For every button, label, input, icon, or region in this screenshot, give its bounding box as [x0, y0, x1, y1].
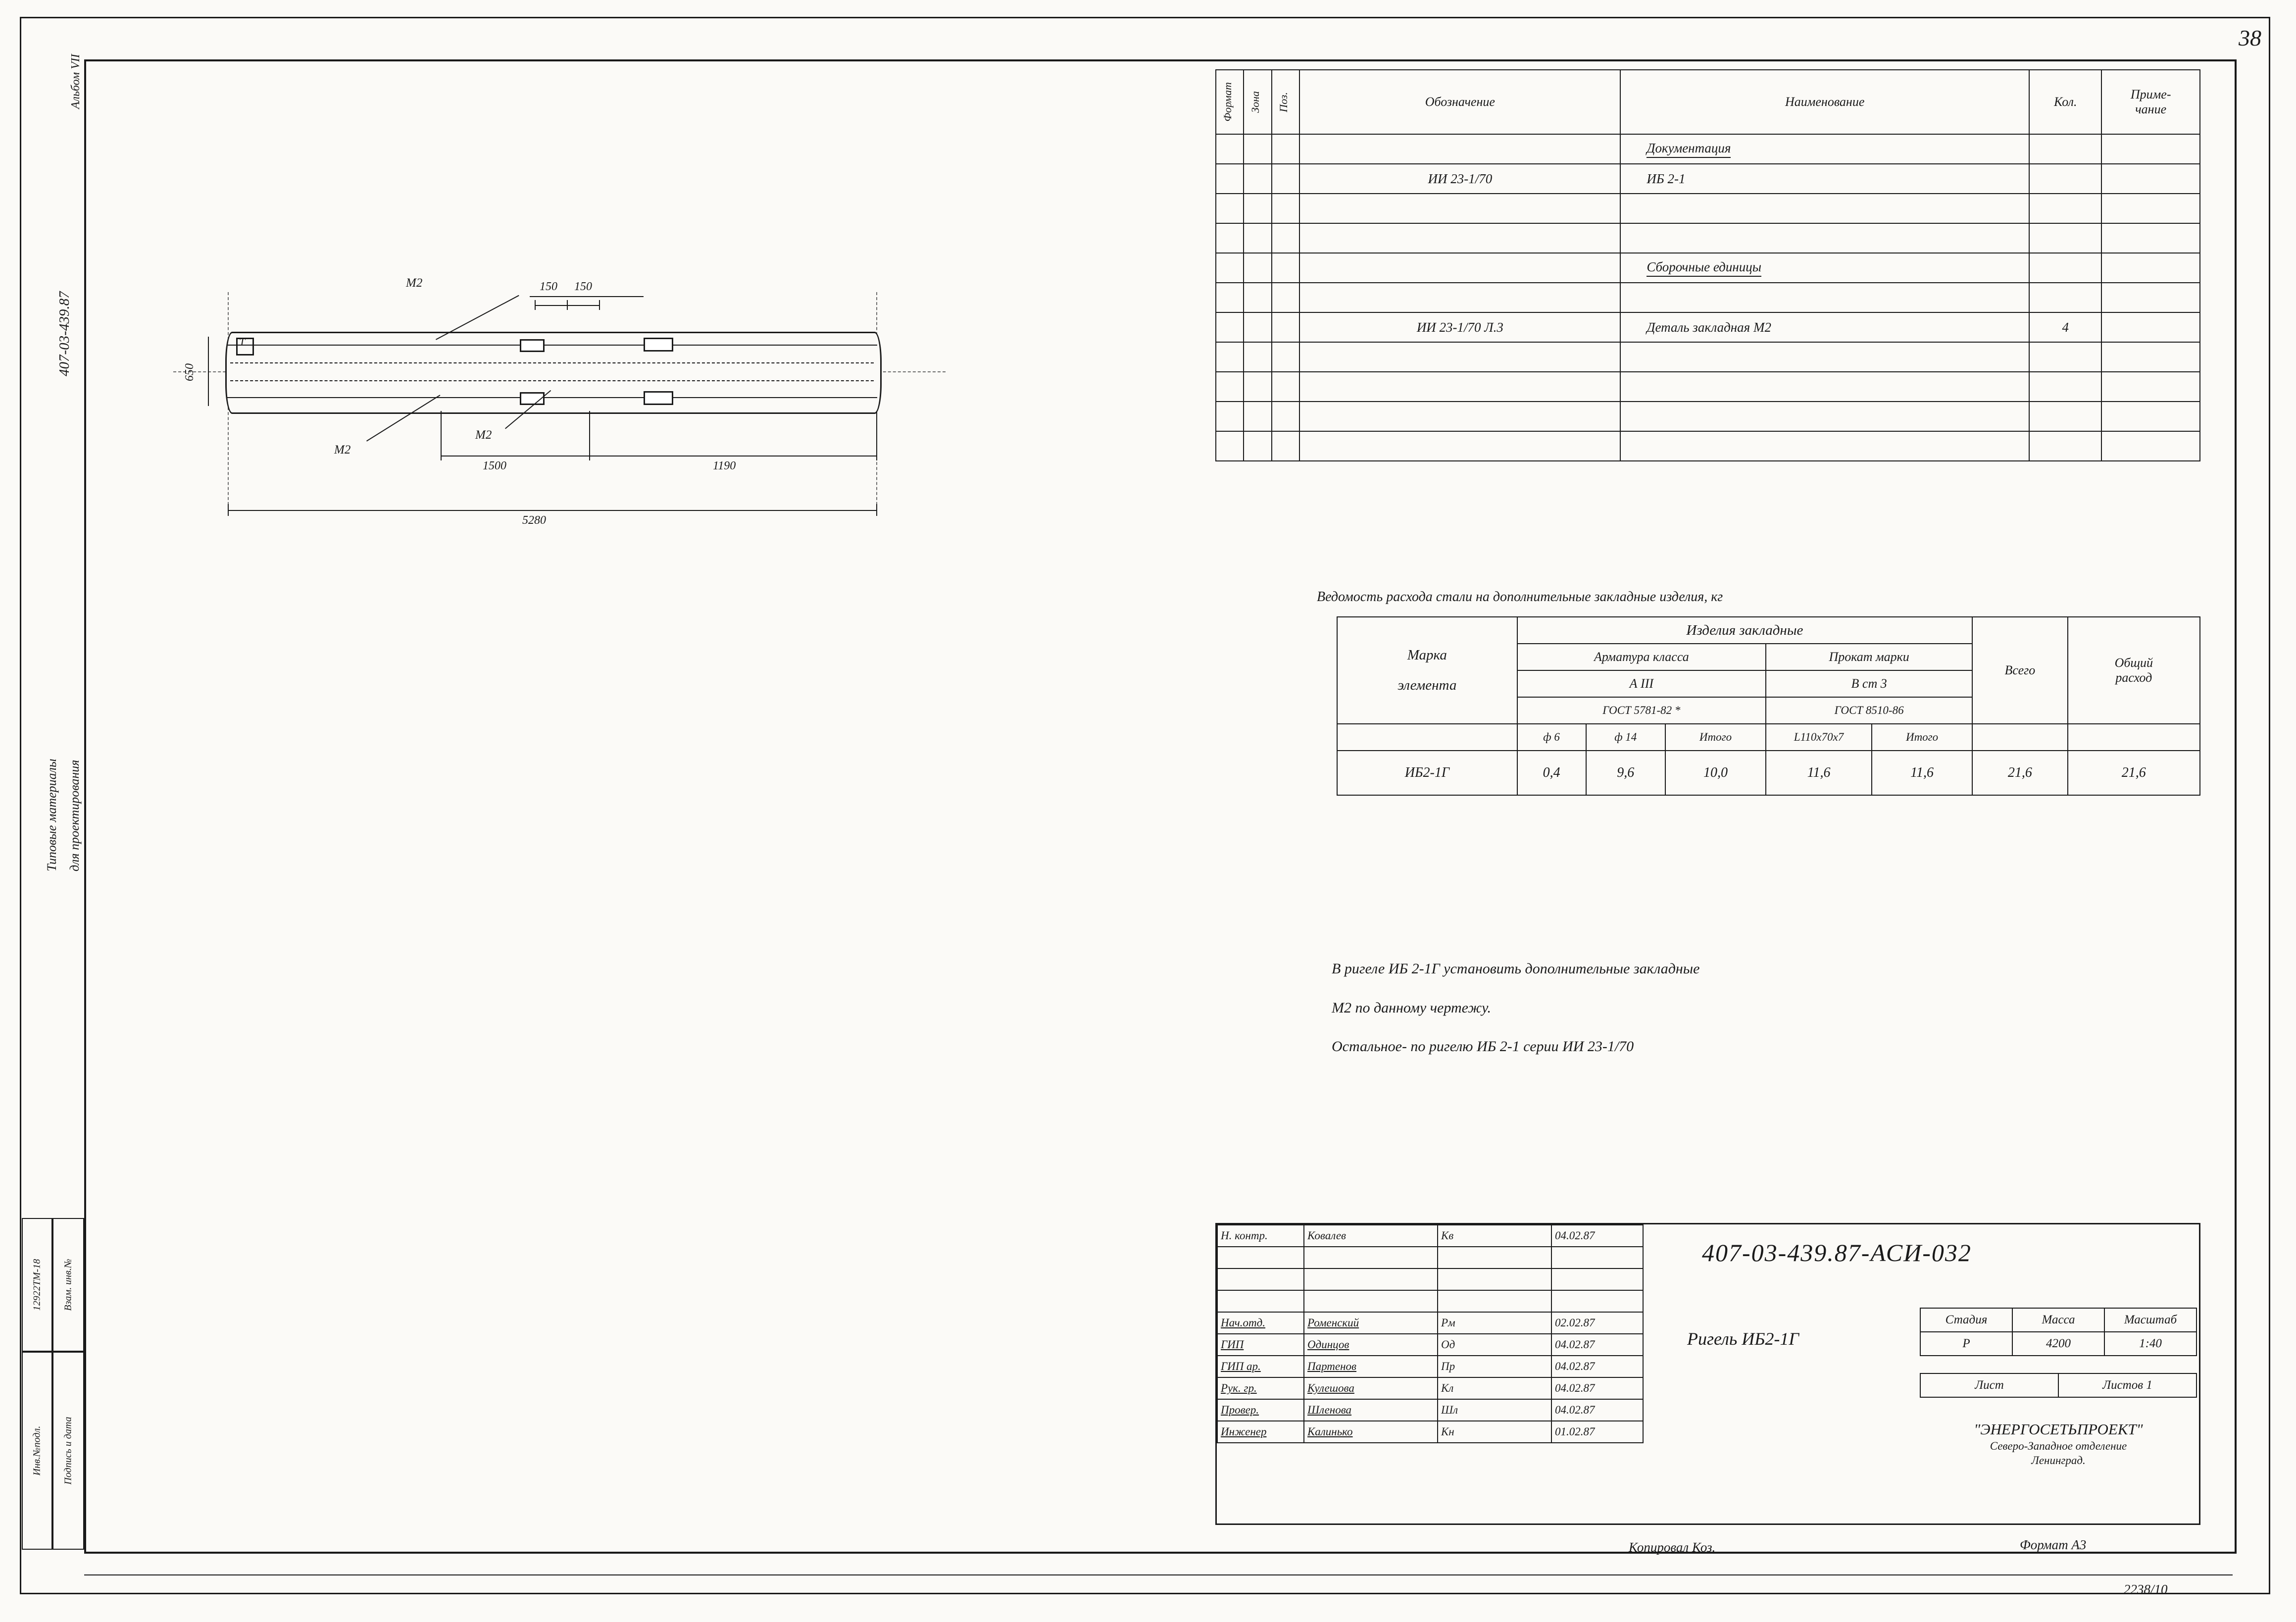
- table-row: [1337, 617, 2200, 644]
- stamp-box-sign: [52, 1352, 84, 1550]
- dim-1500-text: 1500: [483, 459, 506, 472]
- steel-subcol-empty: [1337, 724, 1517, 751]
- embed-plate-top-left: [520, 339, 545, 352]
- spec-cell-designation: ИИ 23-1/70 Л.3: [1299, 312, 1620, 342]
- beam-axis-dashed-lower: [230, 380, 874, 381]
- stamp-box-tm-label: 12922ТМ-18: [31, 1259, 43, 1311]
- table-row: [1216, 253, 2200, 283]
- spec-cell-designation: ИИ 23-1/70: [1299, 164, 1620, 194]
- table-row: [1217, 1312, 1643, 1334]
- steel-subcol-total-empty: [1972, 724, 2067, 751]
- table-row: [1216, 342, 2200, 372]
- beam-drawing: [129, 233, 1000, 579]
- spec-cell-designation: [1299, 372, 1620, 402]
- table-row: [1920, 1308, 2196, 1332]
- signer-role: [1217, 1290, 1304, 1312]
- series-label-line1: Типовые материалы: [45, 759, 59, 871]
- spec-cell-name: [1620, 402, 2029, 431]
- steel-subcol-rebar-total: Итого: [1665, 724, 1766, 751]
- spec-cell-designation: [1299, 253, 1620, 283]
- organization-block: [1920, 1420, 2197, 1468]
- dim-total-text: 5280: [522, 514, 546, 527]
- title-block-signers: [1217, 1224, 1643, 1523]
- signer-role: Нач.отд.: [1217, 1312, 1304, 1334]
- sheet-count-table: [1920, 1373, 2197, 1398]
- signer-signature: [1438, 1290, 1551, 1312]
- steel-rebar-header: Арматура класса: [1517, 644, 1766, 670]
- spec-cell-qty: [2029, 253, 2101, 283]
- table-row: [1216, 283, 2200, 312]
- spec-cell-name: ИБ 2-1: [1620, 164, 2029, 194]
- spec-cell-name: [1620, 194, 2029, 223]
- sheet-header-list: Лист: [1920, 1373, 2058, 1397]
- label-m2-top: М2: [406, 276, 423, 290]
- dim-1190-tick-r: [876, 411, 877, 460]
- spec-cell-zone: [1244, 134, 1271, 164]
- left-stamp-boxes: [22, 1188, 84, 1550]
- spec-cell-designation: [1299, 283, 1620, 312]
- signer-date: 01.02.87: [1551, 1421, 1643, 1443]
- signer-name: Калинько: [1304, 1421, 1438, 1443]
- bottom-rule: [84, 1574, 2233, 1575]
- spec-body: [1216, 134, 2200, 461]
- note-line-3: Остальное- по ригелю ИБ 2-1 серии ИИ 23-1/70: [1332, 1038, 1634, 1055]
- signer-date: 04.02.87: [1551, 1334, 1643, 1356]
- table-row: [1216, 134, 2200, 164]
- spec-cell-note: [2101, 253, 2200, 283]
- spec-cell-name: [1620, 372, 2029, 402]
- signer-name: [1304, 1290, 1438, 1312]
- dim-150-tick-m: [567, 300, 568, 310]
- spec-cell-pos: [1272, 164, 1299, 194]
- stage-table: [1920, 1308, 2197, 1356]
- stamp-box-inv-label: Инв.№подл.: [31, 1425, 43, 1476]
- dim-total-tick-r: [876, 504, 877, 516]
- signer-date: [1551, 1268, 1643, 1290]
- signer-signature: Кв: [1438, 1225, 1551, 1247]
- stamp-box-tm: [22, 1218, 52, 1352]
- signer-role: Н. контр.: [1217, 1225, 1304, 1247]
- spec-cell-note: [2101, 283, 2200, 312]
- table-row: [1217, 1225, 1643, 1247]
- spec-cell-note: [2101, 134, 2200, 164]
- dim-150-left: 150: [540, 280, 557, 293]
- table-row: [1337, 751, 2200, 795]
- signer-name: [1304, 1268, 1438, 1290]
- spec-cell-pos: [1272, 134, 1299, 164]
- spec-cell-qty: [2029, 283, 2101, 312]
- spec-cell-zone: [1244, 372, 1271, 402]
- dim-1500-tick-l: [441, 411, 442, 460]
- table-row: [1217, 1421, 1643, 1443]
- signer-name: Партенов: [1304, 1356, 1438, 1377]
- stage-value-stage: Р: [1920, 1332, 2012, 1356]
- spec-section-title-doc: Документация: [1647, 141, 1731, 158]
- signer-date: 04.02.87: [1551, 1225, 1643, 1247]
- table-row: [1216, 372, 2200, 402]
- spec-cell-qty: [2029, 402, 2101, 431]
- spec-cell-format: [1216, 372, 1244, 402]
- spec-cell-zone: [1244, 164, 1271, 194]
- dim-total-line: [228, 510, 876, 511]
- label-m2-bottom-mid: М2: [475, 428, 492, 442]
- signer-signature: Пр: [1438, 1356, 1551, 1377]
- spec-cell-note: [2101, 342, 2200, 372]
- spec-cell-pos: [1272, 342, 1299, 372]
- table-row: [1216, 312, 2200, 342]
- signer-date: [1551, 1290, 1643, 1312]
- spec-cell-format: [1216, 134, 1244, 164]
- beam-edge-bottom: [227, 397, 877, 398]
- signer-name: Ковалев: [1304, 1225, 1438, 1247]
- steel-rolled-gost: ГОСТ 8510-86: [1766, 697, 1972, 724]
- series-label-line2: для проектирования: [67, 760, 82, 871]
- beam-body: [225, 332, 882, 414]
- signer-name: Одинцов: [1304, 1334, 1438, 1356]
- spec-header-designation: Обозначение: [1299, 70, 1620, 134]
- table-row: [1217, 1399, 1643, 1421]
- stamp-box-vzam-label: Взам. инв.№: [62, 1259, 74, 1311]
- title-block: [1215, 1223, 2200, 1525]
- beam-edge-top: [227, 345, 877, 346]
- steel-row-d6: 0,4: [1517, 751, 1586, 795]
- table-row: [1216, 223, 2200, 253]
- spec-cell-qty: 4: [2029, 312, 2101, 342]
- table-row: [1216, 402, 2200, 431]
- specification-table: [1215, 69, 2200, 461]
- signer-signature: Шл: [1438, 1399, 1551, 1421]
- steel-table-title: Ведомость расхода стали на дополнительные закладные изделия, кг: [1317, 589, 1723, 605]
- table-row: [1217, 1268, 1643, 1290]
- steel-rebar-class: А III: [1517, 670, 1766, 697]
- page-number: 38: [2239, 25, 2261, 51]
- leader-m2-top2: [530, 296, 644, 297]
- spec-cell-pos: [1272, 194, 1299, 223]
- spec-cell-name: [1620, 253, 2029, 283]
- steel-row-angle: 11,6: [1766, 751, 1872, 795]
- spec-header-format: [1216, 70, 1244, 134]
- steel-row-total: 21,6: [1972, 751, 2067, 795]
- steel-mark-header: [1337, 617, 1517, 724]
- table-row: [1216, 164, 2200, 194]
- document-code: 407-03-439.87-АСИ-032: [1702, 1239, 1972, 1267]
- steel-subcol-d14: ф 14: [1586, 724, 1665, 751]
- stage-value-mass: 4200: [2012, 1332, 2104, 1356]
- spec-cell-pos: [1272, 312, 1299, 342]
- spec-cell-zone: [1244, 283, 1271, 312]
- steel-subcol-grand-empty: [2068, 724, 2200, 751]
- spec-cell-note: [2101, 164, 2200, 194]
- spec-cell-qty: [2029, 194, 2101, 223]
- signer-date: [1551, 1247, 1643, 1268]
- spec-cell-designation: [1299, 134, 1620, 164]
- spec-cell-note: [2101, 372, 2200, 402]
- spec-cell-format: [1216, 342, 1244, 372]
- embed-plate-bottom-right: [644, 391, 673, 405]
- steel-grand-header-l2: расход: [2115, 670, 2152, 685]
- spec-cell-pos: [1272, 431, 1299, 461]
- signer-role: ГИП ар.: [1217, 1356, 1304, 1377]
- album-label: Альбом VII: [69, 54, 82, 109]
- signer-role: Рук. гр.: [1217, 1377, 1304, 1399]
- steel-grand-header-l1: Общий: [2114, 656, 2153, 670]
- dim-150-tick-l: [535, 300, 536, 310]
- steel-rolled-header: Прокат марки: [1766, 644, 1972, 670]
- steel-row-rolled-total: 11,6: [1872, 751, 1972, 795]
- spec-header-note: Приме- чание: [2101, 70, 2200, 134]
- spec-cell-qty: [2029, 431, 2101, 461]
- signer-signature: Кн: [1438, 1421, 1551, 1443]
- table-row: [1217, 1247, 1643, 1268]
- spec-cell-designation: [1299, 342, 1620, 372]
- spec-section-title-assembly: Сборочные единицы: [1647, 259, 1761, 277]
- spec-cell-format: [1216, 164, 1244, 194]
- spec-cell-zone: [1244, 253, 1271, 283]
- signer-role: [1217, 1247, 1304, 1268]
- spec-cell-pos: [1272, 283, 1299, 312]
- signer-name: Шленова: [1304, 1399, 1438, 1421]
- steel-row-grand: 21,6: [2068, 751, 2200, 795]
- spec-cell-designation: [1299, 194, 1620, 223]
- sheet-header-listov: Листов 1: [2058, 1373, 2196, 1397]
- steel-total-header: Всего: [1972, 617, 2067, 724]
- height-dim-tick: [208, 337, 209, 406]
- dim-total-tick-l: [228, 504, 229, 516]
- steel-rolled-class: В ст 3: [1766, 670, 1972, 697]
- table-row: [1216, 194, 2200, 223]
- spec-cell-name: [1620, 342, 2029, 372]
- spec-header-zone: [1244, 70, 1271, 134]
- object-title: Ригель ИБ2-1Г: [1687, 1329, 1799, 1349]
- spec-header-qty: Кол.: [2029, 70, 2101, 134]
- dim-150-right: 150: [574, 280, 592, 293]
- signer-role: Инженер: [1217, 1421, 1304, 1443]
- spec-cell-format: [1216, 253, 1244, 283]
- spec-cell-note: [2101, 312, 2200, 342]
- notes-block: [1332, 961, 2203, 1077]
- spec-cell-pos: [1272, 402, 1299, 431]
- signer-signature: [1438, 1247, 1551, 1268]
- note-line-1: В ригеле ИБ 2-1Г установить дополнительные закладные: [1332, 961, 1700, 977]
- spec-cell-designation: [1299, 431, 1620, 461]
- spec-cell-note: [2101, 402, 2200, 431]
- spec-cell-qty: [2029, 164, 2101, 194]
- spec-header-zone-text: Зона: [1249, 91, 1262, 113]
- steel-row-d14: 9,6: [1586, 751, 1665, 795]
- spec-cell-format: [1216, 312, 1244, 342]
- spec-cell-name: [1620, 283, 2029, 312]
- beam-axis-dashed-upper: [230, 362, 874, 363]
- steel-subcol-angle: L110x70x7: [1766, 724, 1872, 751]
- spec-cell-note: [2101, 223, 2200, 253]
- signer-signature: Рм: [1438, 1312, 1551, 1334]
- beam-outline: [225, 332, 879, 411]
- signer-name: [1304, 1247, 1438, 1268]
- spec-cell-zone: [1244, 402, 1271, 431]
- dim-150-tick-r: [599, 300, 600, 310]
- spec-cell-designation: [1299, 402, 1620, 431]
- stage-value-scale: 1:40: [2104, 1332, 2196, 1356]
- spec-cell-qty: [2029, 223, 2101, 253]
- spec-cell-pos: [1272, 223, 1299, 253]
- section-marker-label: Т: [239, 336, 246, 348]
- copied-by-label: Копировал Коз.: [1629, 1540, 1716, 1555]
- spec-cell-format: [1216, 194, 1244, 223]
- spec-cell-pos: [1272, 372, 1299, 402]
- signer-name: Кулешова: [1304, 1377, 1438, 1399]
- signer-role: [1217, 1268, 1304, 1290]
- table-row: [1217, 1290, 1643, 1312]
- signer-date: 04.02.87: [1551, 1356, 1643, 1377]
- table-row: [1217, 1334, 1643, 1356]
- spec-cell-name: [1620, 134, 2029, 164]
- note-line-2: М2 по данному чертежу.: [1332, 999, 1492, 1016]
- spec-header-format-text: Формат: [1221, 82, 1234, 122]
- organization-department: Северо-Западное отделение: [1990, 1439, 2127, 1452]
- dim-1190-text: 1190: [713, 459, 736, 472]
- spec-cell-format: [1216, 283, 1244, 312]
- signer-signature: Кл: [1438, 1377, 1551, 1399]
- spec-header-pos: [1272, 70, 1299, 134]
- organization-city: Ленинград.: [2031, 1454, 2086, 1467]
- steel-group-header: Изделия закладные: [1517, 617, 1973, 644]
- spec-cell-designation: [1299, 223, 1620, 253]
- signer-date: 02.02.87: [1551, 1312, 1643, 1334]
- format-label: Формат А3: [2020, 1537, 2087, 1552]
- organization-name: "ЭНЕРГОСЕТЬПРОЕКТ": [1974, 1420, 2143, 1438]
- spec-cell-note: [2101, 431, 2200, 461]
- signer-date: 04.02.87: [1551, 1399, 1643, 1421]
- steel-row-rebar-total: 10,0: [1665, 751, 1766, 795]
- table-row: [1337, 724, 2200, 751]
- spec-cell-zone: [1244, 223, 1271, 253]
- steel-subcol-rolled-total: Итого: [1872, 724, 1972, 751]
- spec-cell-zone: [1244, 431, 1271, 461]
- stamp-box-inv: [22, 1352, 52, 1550]
- signer-signature: Од: [1438, 1334, 1551, 1356]
- stamp-box-sign-label: Подпись и дата: [62, 1417, 74, 1485]
- table-row: [1216, 431, 2200, 461]
- steel-row-mark: ИБ2-1Г: [1337, 751, 1517, 795]
- height-dim-text: 650: [183, 363, 196, 381]
- stamp-box-vzam: [52, 1218, 84, 1352]
- steel-consumption-table: [1337, 616, 2200, 796]
- spec-header-pos-text: Поз.: [1277, 92, 1290, 112]
- table-row: [1217, 1356, 1643, 1377]
- spec-header-row: [1216, 70, 2200, 134]
- spec-cell-note: [2101, 194, 2200, 223]
- spec-cell-qty: [2029, 342, 2101, 372]
- label-m2-bottom-left: М2: [334, 443, 351, 456]
- spec-cell-qty: [2029, 372, 2101, 402]
- spec-cell-name: [1620, 431, 2029, 461]
- signer-role: Провер.: [1217, 1399, 1304, 1421]
- spec-cell-pos: [1272, 253, 1299, 283]
- bottom-code-label: 2238/10: [2124, 1582, 2168, 1597]
- spec-cell-zone: [1244, 312, 1271, 342]
- table-row: [1217, 1377, 1643, 1399]
- steel-mark-header-l1: Марка: [1407, 647, 1447, 663]
- spec-cell-name: Деталь закладная М2: [1620, 312, 2029, 342]
- spec-header-name: Наименование: [1620, 70, 2029, 134]
- spec-cell-zone: [1244, 194, 1271, 223]
- steel-subcol-d6: ф 6: [1517, 724, 1586, 751]
- signer-name: Роменский: [1304, 1312, 1438, 1334]
- table-row: [1920, 1373, 2196, 1397]
- stage-header-mass: Масса: [2012, 1308, 2104, 1332]
- spec-cell-zone: [1244, 342, 1271, 372]
- steel-grand-header: [2068, 617, 2200, 724]
- dim-1500-tick-r: [589, 411, 590, 460]
- embed-plate-top-right: [644, 338, 673, 352]
- spec-cell-format: [1216, 431, 1244, 461]
- title-block-right: [1643, 1224, 2199, 1523]
- signer-date: 04.02.87: [1551, 1377, 1643, 1399]
- table-row: [1920, 1332, 2196, 1356]
- stage-header-stage: Стадия: [1920, 1308, 2012, 1332]
- spec-cell-format: [1216, 223, 1244, 253]
- doc-code-label: 407-03-439.87: [56, 291, 72, 376]
- stage-header-scale: Масштаб: [2104, 1308, 2196, 1332]
- spec-cell-qty: [2029, 134, 2101, 164]
- steel-rebar-gost: ГОСТ 5781-82 *: [1517, 697, 1766, 724]
- spec-cell-name: [1620, 223, 2029, 253]
- spec-cell-format: [1216, 402, 1244, 431]
- signer-signature: [1438, 1268, 1551, 1290]
- steel-mark-header-l2: элемента: [1398, 677, 1457, 693]
- signer-role: ГИП: [1217, 1334, 1304, 1356]
